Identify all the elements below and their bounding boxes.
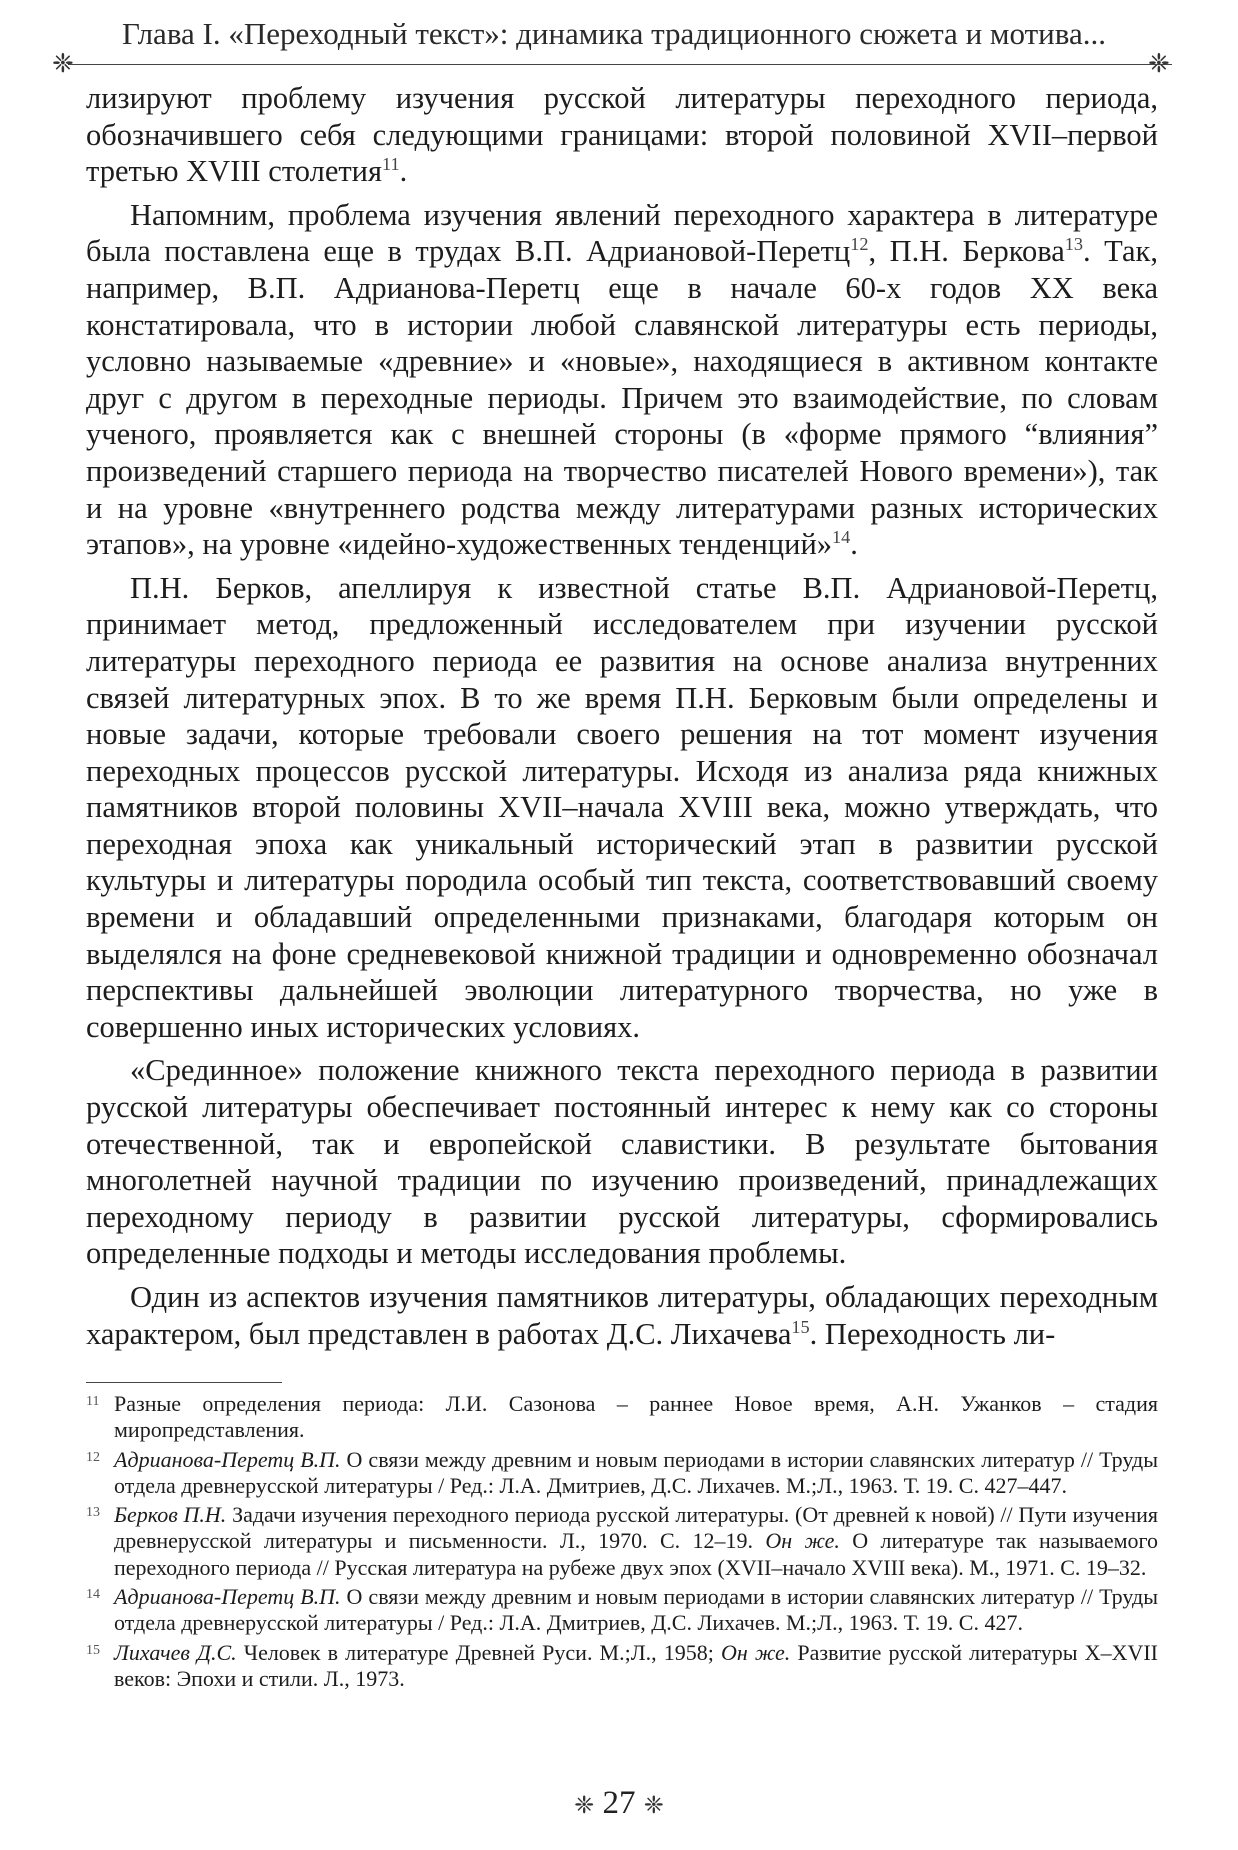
paragraph-4: «Срединное» положение книжного текста переходного периода в развитии русской литературы обеспечивает постоянный интерес к нему как со стороны отечественной, так и европейской славистики. В результате бытования многолетней научной традиции по изучению произведений, принадлежащих переходному периоду в развитии русской литературы, сформировались определенные подходы и методы исследования проблемы. <box>86 1053 1158 1271</box>
ornament-left-icon: ❈ <box>52 49 74 78</box>
footnote-rule <box>86 1382 282 1383</box>
footnote-12 <box>86 1447 1158 1500</box>
footnote-13 <box>86 1502 1158 1581</box>
footnote-text: Адрианова-Перетц В.П. О связи между древним и новым периодами в истории славянских литератур // Труды отдела древнерусской литературы / Ред.: Л.А. Дмитриев, Д.С. Лихачев. М.;Л., 1963. Т. 19. С. 427. <box>114 1584 1158 1636</box>
footnote-author: Лихачев Д.С. <box>114 1639 237 1665</box>
footnotes <box>86 1391 1158 1695</box>
footnote-text: Лихачев Д.С. Человек в литературе Древней Руси. М.;Л., 1958; Он же. Развитие русской литературы X–XVII веков: Эпохи и стили. Л., 1973. <box>114 1639 1158 1691</box>
footnote-ref-11[interactable]: 11 <box>382 154 400 175</box>
page-number: 27 <box>602 1785 636 1821</box>
footnote-author: Адрианова-Перетц В.П. <box>114 1584 341 1610</box>
footnote-ref-15[interactable]: 15 <box>791 1316 810 1337</box>
page-number-block <box>0 1783 1238 1826</box>
footnote-ref-12[interactable]: 12 <box>850 234 869 255</box>
header-rule <box>68 64 1172 65</box>
ornament-icon: ❈ <box>574 1793 595 1819</box>
footnote-11 <box>86 1391 1158 1444</box>
footnote-text: Адрианова-Перетц В.П. О связи между древним и новым периодами в истории славянских литератур // Труды отдела древнерусской литературы / Ред.: Л.А. Дмитриев, Д.С. Лихачев. М.;Л., 1963. Т. 19. С. 427–447. <box>114 1446 1158 1498</box>
footnote-number: 15 <box>86 1642 100 1658</box>
ornament-icon: ❈ <box>643 1793 664 1819</box>
ornament-right-icon: ❈ <box>1148 49 1170 78</box>
paragraph-5: Один из аспектов изучения памятников литературы, обладающих переходным характером, был представлен в работах Д.С. Лихачева$^{15}$. Переходность ли- <box>86 1280 1158 1351</box>
running-title: Глава I. «Переходный текст»: динамика традиционного сюжета и мотива... <box>122 16 1106 51</box>
paragraph-2: Напомним, проблема изучения явлений переходного характера в литературе была поставлена еще в трудах В.П. Адриановой-Перетц$^{12}$, П.Н. Беркова$^{13}$. Так, например, В.П. Адрианова-Перетц еще в начале 60-х годов XX века констатировала, что в истории любой славянской литературы есть периоды, условно называемые «древние» и «новые», находящиеся в активном контакте друг с другом в переходные периоды. Причем это взаимодействие, по словам ученого, проявляется как с внешней стороны (в «форме прямого “влияния” произведений старшего периода на творчество писателей Нового времени»), так и на уровне «внутреннего родства между литературами разных исторических этапов», на уровне «идейно-художественных тенденций»$^{14}$. <box>86 197 1158 562</box>
footnote-author: Адрианова-Перетц В.П. <box>114 1446 341 1472</box>
main-text <box>86 80 1158 1359</box>
footnote-author: Берков П.Н. <box>114 1502 227 1528</box>
footnote-text: Берков П.Н. Задачи изучения переходного периода русской литературы. (От древней к новой) // Пути изучения древнерусской литературы и письменности. Л., 1970. С. 12–19. Он же. О литературе так называемого переходного периода // Русская литература на рубеже двух эпох (XVII–начало XVIII века). М., 1971. С. 19–32. <box>114 1502 1158 1580</box>
footnote-15 <box>86 1640 1158 1693</box>
footnote-ibid: Он же. <box>720 1639 791 1665</box>
footnote-number: 11 <box>86 1394 100 1409</box>
footnote-number: 12 <box>86 1449 100 1465</box>
footnote-ref-13[interactable]: 13 <box>1064 234 1084 255</box>
footnote-number: 14 <box>86 1587 100 1603</box>
paragraph-3: П.Н. Берков, апеллируя к известной статье В.П. Адриановой-Перетц, принимает метод, предложенный исследователем при изучении русской литературы переходного периода ее развития на основе анализа внутренних связей литературных эпох. В то же время П.Н. Берковым были определены и новые задачи, которые требовали своего решения на тот момент изучения переходных процессов русской литературы. Исходя из анализа ряда книжных памятников второй половины XVII–начала XVIII века, можно утверждать, что переходная эпоха как уникальный исторический этап в развитии русской культуры и литературы породила особый тип текста, соответствовавший своему времени и обладавший определенными признаками, благодаря которым он выделялся на фоне средневековой книжной традиции и одновременно обозначал перспективы дальнейшей эволюции литературного творчества, но уже в совершенно иных исторических условиях. <box>86 570 1158 1044</box>
footnote-ibid: Он же. <box>765 1528 840 1554</box>
footnote-14 <box>86 1584 1158 1637</box>
footnote-text: Разные определения периода: Л.И. Сазонова – раннее Новое время, А.Н. Ужанков – стадия миропредставления. <box>114 1391 1158 1443</box>
paragraph-1: лизируют проблему изучения русской литературы переходного периода, обозначившего себя следующими границами: второй половиной XVII–первой третью XVIII столетия$^{11}$. <box>86 81 1158 189</box>
footnote-ref-14[interactable]: 14 <box>832 526 851 547</box>
footnote-number: 13 <box>86 1505 100 1521</box>
